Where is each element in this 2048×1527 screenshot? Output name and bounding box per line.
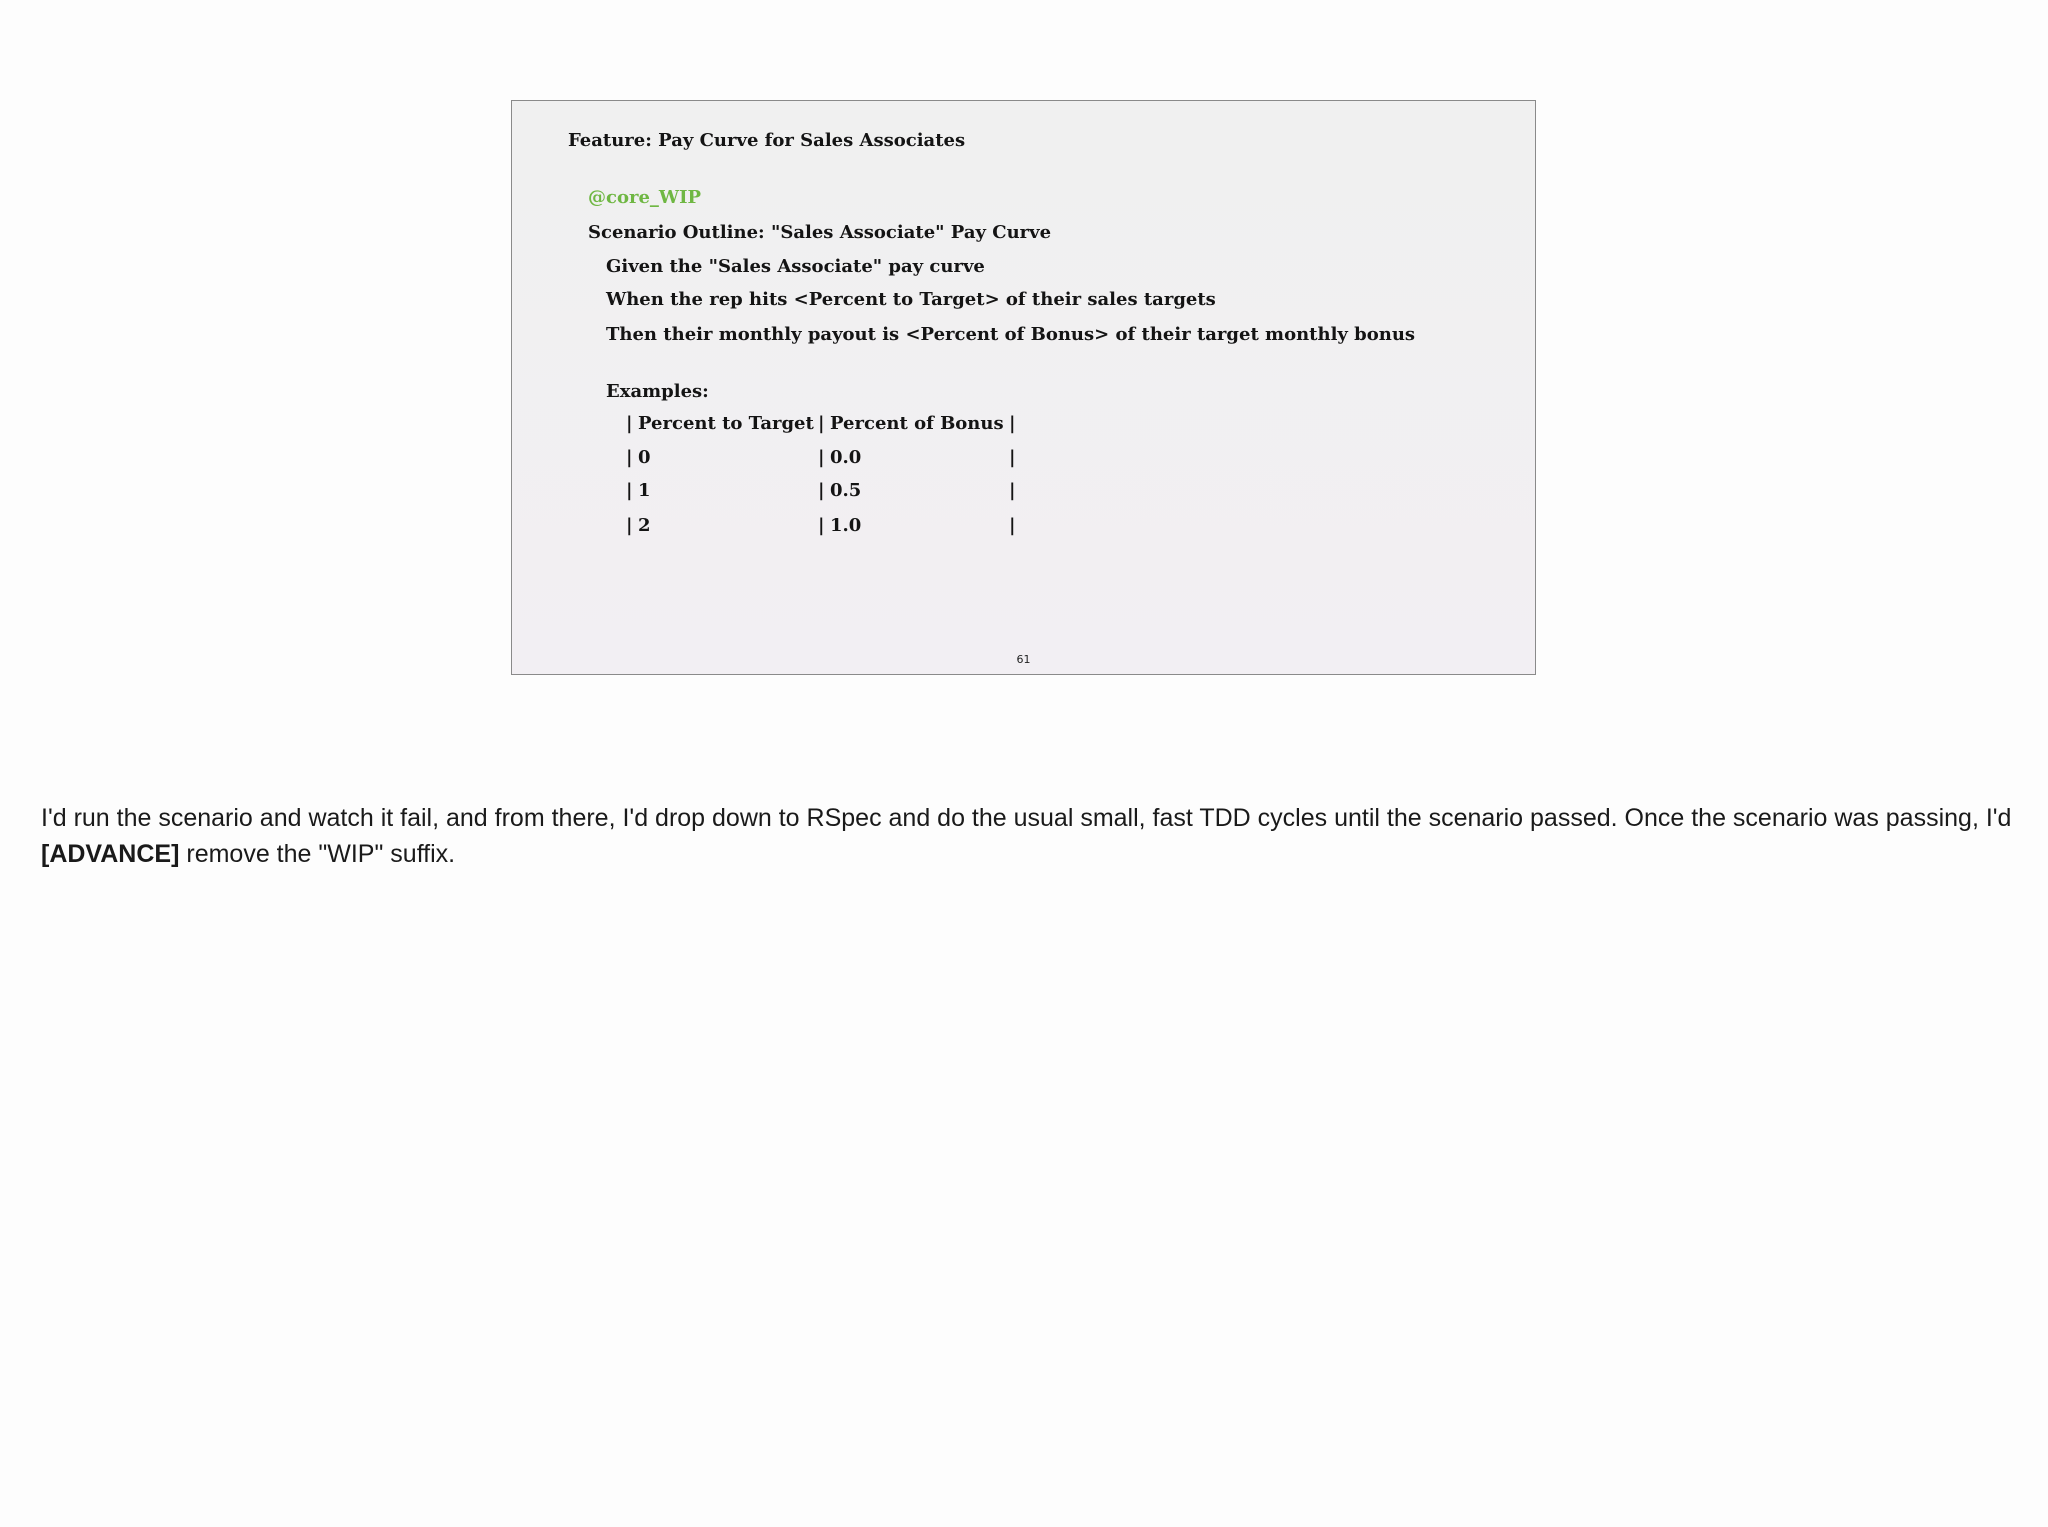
table-pipe: | [818, 480, 825, 501]
table-pipe: | [1009, 447, 1016, 468]
table-pipe: | [818, 447, 825, 468]
header-percent-to-target: Percent to Target [638, 413, 814, 434]
feature-title: Feature: Pay Curve for Sales Associates [568, 130, 966, 151]
given-step: Given the "Sales Associate" pay curve [606, 256, 985, 277]
when-step: When the rep hits <Percent to Target> of their sales targets [606, 289, 1216, 310]
table-pipe: | [1009, 413, 1016, 434]
presenter-notes [41, 800, 2016, 872]
table-pipe: | [818, 413, 825, 434]
table-pipe: | [1009, 515, 1016, 536]
notes-text-before: I'd run the scenario and watch it fail, and from there, I'd drop down to RSpec and do the usual small, fast TDD cycles until the scenario passed. Once the scenario was passing, I'd [41, 804, 2012, 832]
slide-page-number: 61 [1016, 653, 1031, 666]
notes-advance-cue: [ADVANCE] [41, 840, 180, 868]
cell-percent-to-target: 2 [638, 515, 651, 536]
slide [511, 100, 1536, 675]
header-percent-of-bonus: Percent of Bonus [830, 413, 1004, 434]
table-pipe: | [1009, 480, 1016, 501]
cell-percent-to-target: 1 [638, 480, 651, 501]
then-step: Then their monthly payout is <Percent of Bonus> of their target monthly bonus [606, 324, 1416, 345]
cell-percent-to-target: 0 [638, 447, 651, 468]
table-pipe: | [626, 447, 633, 468]
cell-percent-of-bonus: 0.5 [830, 480, 862, 501]
cell-percent-of-bonus: 1.0 [830, 515, 862, 536]
cell-percent-of-bonus: 0.0 [830, 447, 862, 468]
table-pipe: | [626, 480, 633, 501]
scenario-outline-line: Scenario Outline: "Sales Associate" Pay Curve [588, 222, 1052, 243]
table-pipe: | [818, 515, 825, 536]
table-pipe: | [626, 413, 633, 434]
wip-tag: @core_WIP [588, 187, 702, 208]
notes-text-after: remove the "WIP" suffix. [179, 840, 456, 868]
examples-label: Examples: [606, 381, 709, 402]
table-pipe: | [626, 515, 633, 536]
